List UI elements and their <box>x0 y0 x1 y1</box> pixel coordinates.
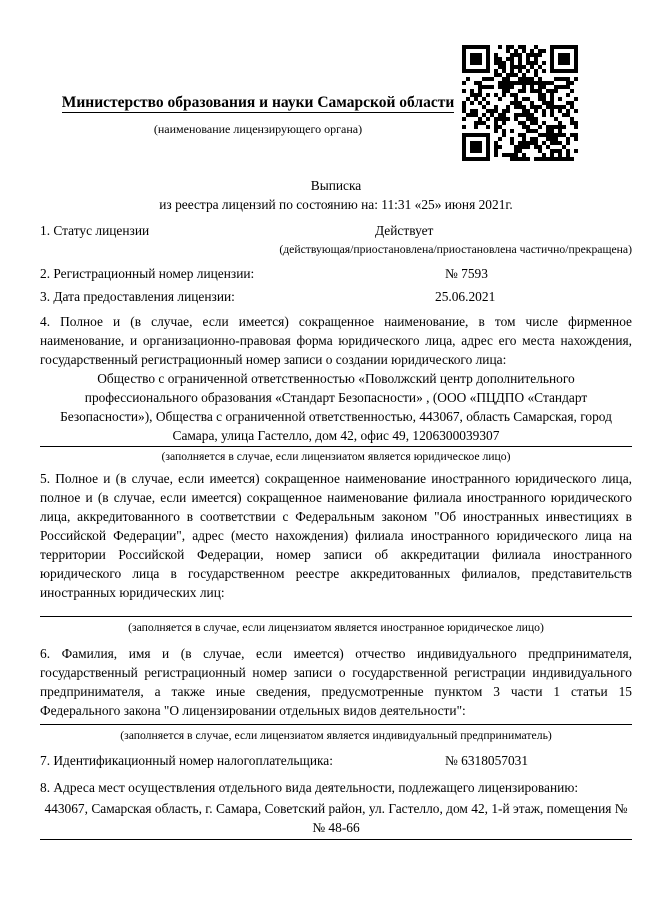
license-status-row <box>40 221 632 240</box>
inn-value: № 6318057031 <box>445 753 529 768</box>
license-status-label: 1. Статус лицензии <box>40 223 150 238</box>
licensing-authority-name <box>40 93 476 113</box>
legal-entity-value: Общество с ограниченной ответственностью «Поволжский центр дополнительного профессионального образования «Стандарт Безопасности» , (ООО «ПЦДПО «Стандарт Безопасности»), Общества с ограниченной ответственностью, 443067, область Самарская, город Самара, улица Гастелло, дом 42, офис 49, 1206300039307 <box>60 371 612 443</box>
addresses-value: 443067, Самарская область, г. Самара, Советский район, ул. Гастелло, дом 42, 1-й этаж, помещения №№ 48-66 <box>44 801 628 835</box>
status-options-caption: (действующая/приостановлена/приостановлена частично/прекращена) <box>279 243 632 256</box>
as-of-line: из реестра лицензий по состоянию на: 11:31 «25» июня 2021г. <box>159 197 513 212</box>
divider-bottom <box>40 839 632 840</box>
individual-clause: 6. Фамилия, имя и (в случае, если имеется) отчество индивидуального предпринимателя, государственный регистрационный номер записи о государственной регистрации индивидуального предпринимателя, а также иные сведения, предусмотренные пунктом 3 части 1 статьи 15 Федерального закона "О лицензировании отдельных видов деятельности": <box>40 646 632 718</box>
grant-date-row <box>40 287 632 306</box>
divider-foreign-entity <box>40 616 632 617</box>
registration-number-row <box>40 264 632 283</box>
registration-number-value: № 7593 <box>445 266 488 281</box>
inn-row <box>40 751 632 770</box>
registration-number-label: 2. Регистрационный номер лицензии: <box>40 266 255 281</box>
individual-caption: (заполняется в случае, если лицензиатом является индивидуальный предприниматель) <box>120 729 552 742</box>
inn-label: 7. Идентификационный номер налогоплательщика: <box>40 753 333 768</box>
grant-date-label: 3. Дата предоставления лицензии: <box>40 289 235 304</box>
document-title: Выписка <box>310 178 362 193</box>
license-status-value: Действует <box>375 223 434 238</box>
legal-entity-clause: 4. Полное и (в случае, если имеется) сокращенное наименование, в том числе фирменное наименование, и организационно-правовая форма юридического лица, адрес его места нахождения, государственный регистрационный номер записи о создании юридического лица: <box>40 314 632 367</box>
grant-date-value: 25.06.2021 <box>435 289 496 304</box>
foreign-entity-caption: (заполняется в случае, если лицензиатом является иностранное юридическое лицо) <box>128 621 544 634</box>
extract-body <box>40 176 632 840</box>
legal-entity-caption: (заполняется в случае, если лицензиатом является юридическое лицо) <box>161 450 511 463</box>
qr-code-icon <box>462 45 578 161</box>
divider-individual <box>40 724 632 725</box>
foreign-entity-clause: 5. Полное и (в случае, если имеется) сокращенное наименование иностранного юридического лица, полное и (в случае, если имеется) сокращенное наименование филиала иностранного юридического лица, аккредитованного в соответствии с Федеральным законом "Об иностранных инвестициях в Российской Федерации", адрес (место нахождения) филиала иностранного юридического лица на территории Российской Федерации, номер записи об аккредитации филиала иностранного юридического лица в государственном реестре аккредитованных филиалов, представительств иностранных юридических лиц: <box>40 471 632 600</box>
licensing-authority-caption: (наименование лицензирующего органа) <box>153 122 363 136</box>
divider-legal-entity <box>40 446 632 447</box>
licensing-authority-text: Министерство образования и науки Самарской области <box>61 94 455 111</box>
addresses-label: 8. Адреса мест осуществления отдельного вида деятельности, подлежащего лицензированию: <box>40 780 579 795</box>
